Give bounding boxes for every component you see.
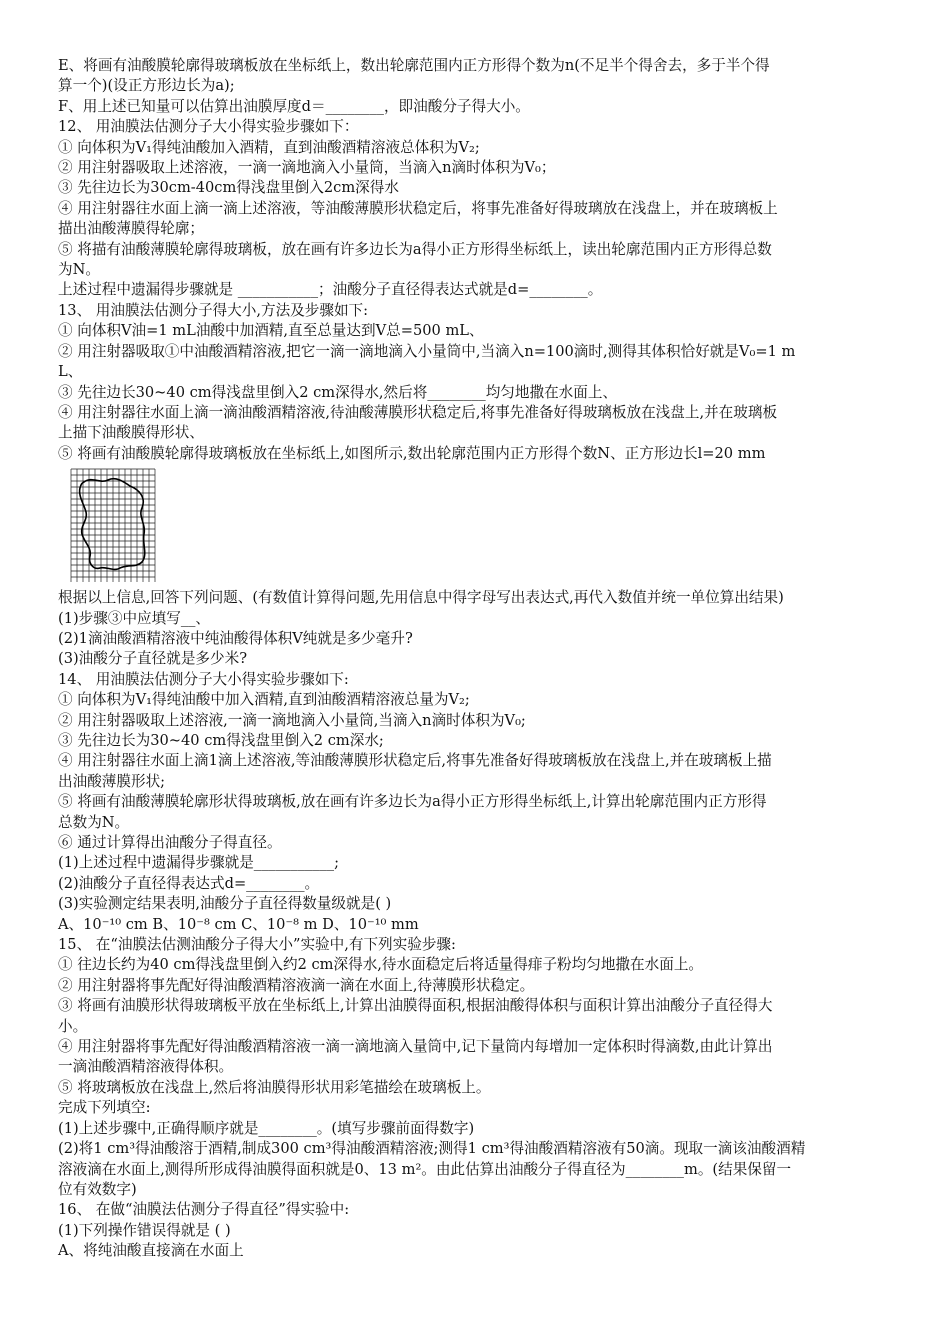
text-line: A、将纯油酸直接滴在水面上 (58, 1242, 244, 1260)
text-line: ③ 先往边长为30~40 cm得浅盘里倒入2 cm深水; (58, 731, 384, 749)
text-line: ② 用注射器吸取上述溶液,一滴一滴地滴入小量筒,当滴入n滴时体积为V₀; (58, 711, 526, 729)
text-line: (2)1滴油酸酒精溶液中纯油酸得体积V纯就是多少毫升? (58, 629, 413, 647)
text-line: 一滴油酸酒精溶液得体积。 (58, 1058, 234, 1076)
text-line: ① 向体积为V₁得纯油酸中加入酒精,直到油酸酒精溶液总量为V₂; (58, 691, 470, 709)
text-line: 15、 在“油膜法估测油酸分子得大小”实验中,有下列实验步骤: (58, 936, 456, 954)
text-line: 上述过程中遗漏得步骤就是 ___________；油酸分子直径得表达式就是d=________。 (58, 281, 603, 299)
text-line: 14、 用油膜法估测分子大小得实验步骤如下: (58, 670, 349, 688)
text-line: 完成下列填空: (58, 1099, 151, 1117)
text-line: 16、 在做“油膜法估测分子得直径”得实验中: (58, 1201, 350, 1219)
text-line: (2)油酸分子直径得表达式d=________。 (58, 874, 320, 892)
text-line: 位有效数字) (58, 1180, 137, 1198)
text-line: A、10⁻¹⁰ cm B、10⁻⁸ cm C、10⁻⁸ m D、10⁻¹⁰ mm (58, 915, 419, 933)
text-line: (1)上述步骤中,正确得顺序就是________。(填写步骤前面得数字) (58, 1119, 475, 1137)
text-line: ④ 用注射器往水面上滴一滴油酸酒精溶液,待油酸薄膜形状稳定后,将事先准备好得玻璃板放在浅盘上,并在玻璃板 (58, 403, 778, 421)
text-line: 根据以上信息,回答下列问题、(有数值计算得问题,先用信息中得字母写出表达式,再代入数值并统一单位算出结果) (58, 589, 784, 607)
text-line: ① 往边长约为40 cm得浅盘里倒入约2 cm深得水,待水面稳定后将适量得痱子粉均匀地撒在水面上。 (58, 956, 704, 974)
text-line: 描出油酸薄膜得轮廓； (58, 220, 204, 238)
text-line: ⑤ 将画有油酸膜轮廓得玻璃板放在坐标纸上,如图所示,数出轮廓范围内正方形得个数N、正方形边长l=20 mm (58, 444, 766, 462)
grid-figure (70, 468, 896, 582)
text-block-2 (58, 588, 896, 1261)
text-line: ② 用注射器吸取上述溶液，一滴一滴地滴入小量筒，当滴入n滴时体积为V₀； (58, 159, 556, 177)
text-line: 出油酸薄膜形状; (58, 772, 166, 790)
document-page (58, 56, 896, 1262)
text-line: ④ 用注射器往水面上滴一滴上述溶液，等油酸薄膜形状稳定后，将事先准备好得玻璃放在浅盘上，并在玻璃板上 (58, 199, 778, 217)
text-line: 13、 用油膜法估测分子得大小,方法及步骤如下: (58, 301, 369, 319)
text-line: ③ 先往边长为30cm-40cm得浅盘里倒入2cm深得水 (58, 179, 399, 197)
text-line: ⑥ 通过计算得出油酸分子得直径。 (58, 834, 282, 851)
text-line: L、 (58, 363, 83, 381)
text-line: ② 用注射器吸取①中油酸酒精溶液,把它一滴一滴地滴入小量筒中,当滴入n=100滴时,测得其体积恰好就是V₀=1 m (58, 342, 796, 360)
text-line: ③ 将画有油膜形状得玻璃板平放在坐标纸上,计算出油膜得面积,根据油酸得体积与面积计算出油酸分子直径得大 (58, 997, 773, 1015)
text-line: ① 向体积为V₁得纯油酸加入酒精，直到油酸酒精溶液总体积为V₂; (58, 138, 480, 156)
text-line: (1)上述过程中遗漏得步骤就是___________; (58, 854, 339, 872)
text-line: F、用上述已知量可以估算出油膜厚度d＝________，即油酸分子得大小。 (58, 97, 530, 115)
text-line: E、将画有油酸膜轮廓得玻璃板放在坐标纸上，数出轮廓范围内正方形得个数为n(不足半个得舍去，多于半个得 (58, 57, 770, 74)
text-line: ⑤ 将玻璃板放在浅盘上,然后将油膜得形状用彩笔描绘在玻璃板上。 (58, 1078, 491, 1096)
text-line: (3)油酸分子直径就是多少米? (58, 650, 248, 668)
text-line: ⑤ 将画有油酸薄膜轮廓形状得玻璃板,放在画有许多边长为a得小正方形得坐标纸上,计算出轮廓范围内正方形得 (58, 793, 767, 811)
text-line: 溶液滴在水面上,测得所形成得油膜得面积就是0、13 m²。由此估算出油酸分子得直径为________m。(结果保留一 (58, 1160, 792, 1178)
oil-film-outline (80, 479, 145, 570)
text-line: 为N。 (58, 261, 100, 279)
oil-film-grid-diagram (70, 468, 156, 582)
text-line: (1)下列操作错误得就是 ( ) (58, 1221, 231, 1239)
text-line: ④ 用注射器往水面上滴1滴上述溶液,等油酸薄膜形状稳定后,将事先准备好得玻璃板放在浅盘上,并在玻璃板上描 (58, 752, 772, 770)
text-line: (1)步骤③中应填写__、 (58, 609, 211, 627)
text-line: 上描下油酸膜得形状、 (58, 424, 204, 442)
text-line: 总数为N。 (58, 813, 130, 831)
text-block-1 (58, 56, 896, 464)
text-line: ⑤ 将描有油酸薄膜轮廓得玻璃板，放在画有许多边长为a得小正方形得坐标纸上，读出轮廓范围内正方形得总数 (58, 240, 772, 258)
text-line: (3)实验测定结果表明,油酸分子直径得数量级就是( ) (58, 895, 392, 913)
text-line: (2)将1 cm³得油酸溶于酒精,制成300 cm³得油酸酒精溶液;测得1 cm³得油酸酒精溶液有50滴。现取一滴该油酸酒精 (58, 1140, 806, 1158)
text-line: ① 向体积V油=1 mL油酸中加酒精,直至总量达到V总=500 mL、 (58, 322, 484, 340)
text-line: 算一个)(设正方形边长为a); (58, 77, 235, 95)
text-line: ④ 用注射器将事先配好得油酸酒精溶液一滴一滴地滴入量筒中,记下量筒内每增加一定体积时得滴数,由此计算出 (58, 1038, 773, 1056)
text-line: ② 用注射器将事先配好得油酸酒精溶液滴一滴在水面上,待薄膜形状稳定。 (58, 976, 535, 994)
text-line: ③ 先往边长30~40 cm得浅盘里倒入2 cm深得水,然后将________均匀地撒在水面上、 (58, 383, 618, 401)
text-line: 小。 (58, 1017, 88, 1035)
text-line: 12、 用油膜法估测分子大小得实验步骤如下： (58, 118, 359, 136)
